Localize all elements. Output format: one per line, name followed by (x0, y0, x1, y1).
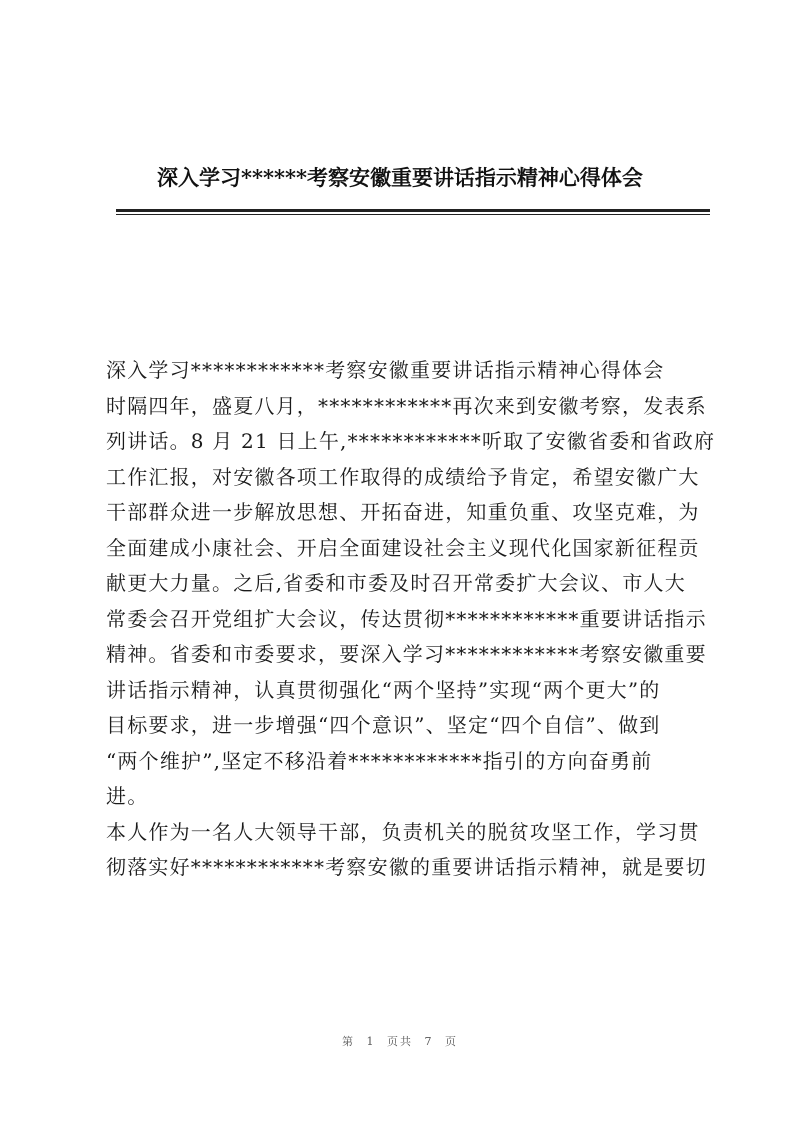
body-line: 工作汇报，对安徽各项工作取得的成绩给予肯定，希望安徽广大 (106, 464, 700, 489)
footer-total-pages: 7 (424, 1035, 434, 1048)
footer-suffix: 页 (445, 1035, 458, 1048)
title-rule-thin (116, 214, 710, 215)
body-line: 全面建成小康社会、开启全面建设社会主义现代化国家新征程贡 (106, 535, 700, 560)
footer-middle: 页共 (387, 1035, 413, 1048)
body-line: 目标要求，进一步增强“四个意识”、坚定“四个自信”、做到 (106, 713, 661, 737)
body-line: “两个维护”,坚定不移沿着************指引的方向奋勇前 (106, 748, 653, 773)
title-rule-thick (116, 209, 710, 212)
body-line: 进。 (106, 784, 149, 808)
body-line: 常委会召开党组扩大会议，传达贯彻************重要讲话指示 (106, 606, 707, 631)
body-line: 列讲话。8 月 21 日上午,************听取了安徽省委和省政府 (106, 429, 716, 453)
document-body (106, 353, 716, 886)
body-line: 本人作为一名人大领导干部，负责机关的脱贫攻坚工作，学习贯 (106, 819, 700, 844)
page-footer (0, 1033, 800, 1049)
body-line: 深入学习************考察安徽重要讲话指示精神心得体会 (106, 358, 665, 382)
body-line: 时隔四年，盛夏八月，************再次来到安徽考察，发表系 (106, 393, 707, 418)
footer-prefix: 第 (342, 1035, 355, 1048)
page-title: 深入学习******考察安徽重要讲话指示精神心得体会 (157, 165, 643, 190)
body-line: 彻落实好************考察安徽的重要讲话指示精神，就是要切 (106, 855, 707, 879)
body-line: 讲话指示精神，认真贯彻强化“两个坚持”实现“两个更大”的 (106, 677, 661, 702)
body-line: 献更大力量。之后,省委和市委及时召开常委扩大会议、市人大 (106, 571, 686, 595)
body-line: 精神。省委和市委要求，要深入学习************考察安徽重要 (106, 642, 707, 666)
body-line: 干部群众进一步解放思想、开拓奋进，知重负重、攻坚克难，为 (106, 500, 700, 524)
footer-page-number: 1 (366, 1035, 376, 1048)
